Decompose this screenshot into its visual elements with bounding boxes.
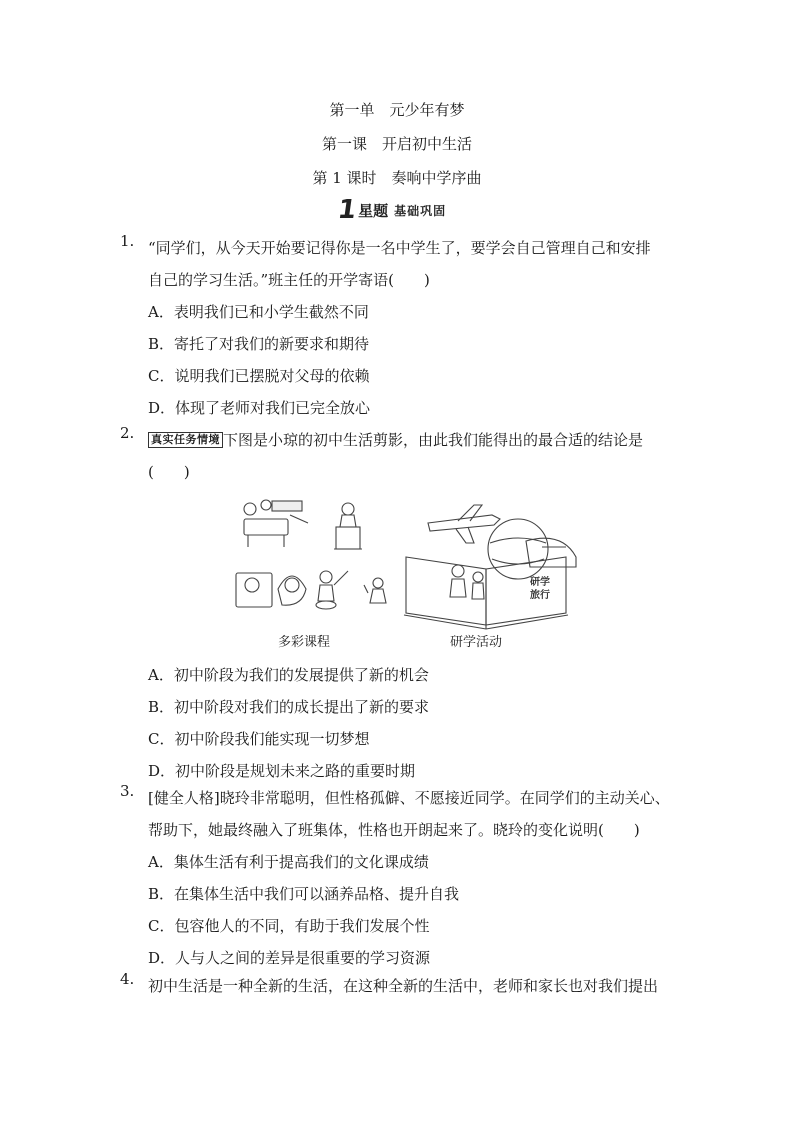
question-2-options <box>120 659 700 787</box>
question-number: 1. <box>120 232 135 250</box>
book-text-2: 旅行 <box>530 590 550 601</box>
unit-title: 第一单 元少年有梦 <box>329 101 465 119</box>
badge-main-label: 星题 <box>358 201 389 220</box>
question-stem-line: 初中生活是一种全新的生活，在这种全新的生活中，老师和家长也对我们提出 <box>148 977 659 995</box>
question-stem-line: 自己的学习生活。”班主任的开学寄语( ) <box>148 271 430 289</box>
option-d: D．人与人之间的差异是很重要的学习资源 <box>148 949 431 967</box>
question-number: 2. <box>120 424 135 442</box>
option-a: A．初中阶段为我们的发展提供了新的机会 <box>148 666 429 684</box>
lesson-title: 第一课 开启初中生活 <box>321 135 472 153</box>
option-b: B．在集体生活中我们可以涵养品格、提升自我 <box>148 885 460 903</box>
question-1 <box>120 232 700 424</box>
question-2 <box>120 424 700 488</box>
book-text-1: 研学 <box>530 577 550 588</box>
question-stem-line: “同学们，从今天开始要记得你是一名中学生了，要学会自己管理自己和安排 <box>148 239 651 257</box>
question-figure <box>230 497 580 652</box>
option-a: A．集体生活有利于提高我们的文化课成绩 <box>148 853 429 871</box>
option-b: B．寄托了对我们的新要求和期待 <box>148 335 370 353</box>
option-b: B．初中阶段对我们的成长提出了新的要求 <box>148 698 430 716</box>
caption-courses: 多彩课程 <box>278 635 331 650</box>
scenario-tag: 真实任务情境 <box>148 432 223 448</box>
question-4 <box>120 970 700 1002</box>
option-c: C．说明我们已摆脱对父母的依赖 <box>148 367 370 385</box>
question-3 <box>120 782 700 974</box>
option-c: C．初中阶段我们能实现一切梦想 <box>148 730 370 748</box>
heading-block <box>0 100 794 202</box>
question-stem-line: ( ) <box>148 463 190 481</box>
option-d: D．体现了老师对我们已完全放心 <box>148 399 371 417</box>
option-d: D．初中阶段是规划未来之路的重要时期 <box>148 762 416 780</box>
caption-study-trip: 研学活动 <box>450 635 503 650</box>
question-number: 4. <box>120 970 135 988</box>
option-a: A．表明我们已和小学生截然不同 <box>148 303 369 321</box>
badge-sub-label: 基础巩固 <box>394 203 447 218</box>
question-stem-line: [健全人格]晓玲非常聪明，但性格孤僻、不愿接近同学。在同学们的主动关心、 <box>148 789 670 807</box>
badge-number: 1 <box>335 195 359 225</box>
question-number: 3. <box>120 782 135 800</box>
section-badge <box>335 195 447 225</box>
period-title: 第 1 课时 奏响中学序曲 <box>312 169 482 187</box>
figure-illustration <box>230 497 580 652</box>
option-c: C．包容他人的不同，有助于我们发展个性 <box>148 917 430 935</box>
question-stem-line: 帮助下，她最终融入了班集体，性格也开朗起来了。晓玲的变化说明( ) <box>148 821 640 839</box>
question-stem-line: 下图是小琼的初中生活剪影，由此我们能得出的最合适的结论是 <box>223 431 644 449</box>
